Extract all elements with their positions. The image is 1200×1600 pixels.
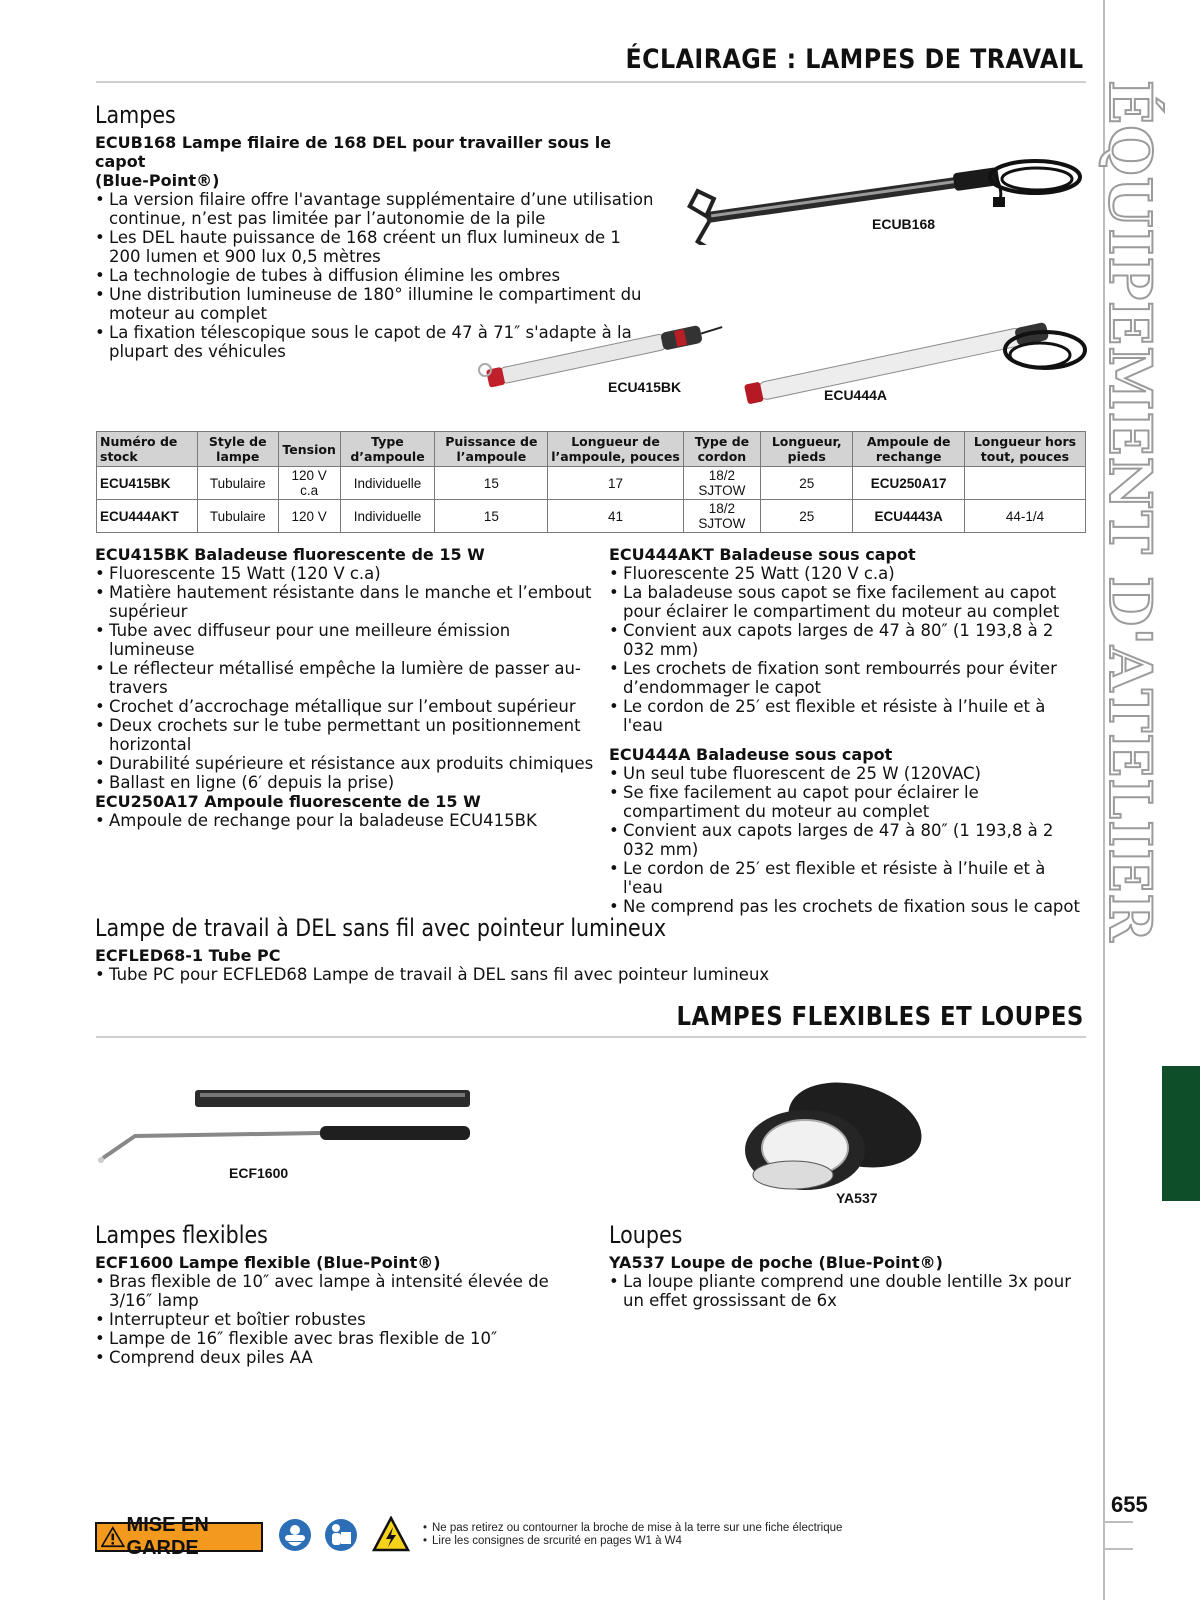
power-cord	[701, 327, 723, 334]
page-header-title: ÉCLAIRAGE : LAMPES DE TRAVAIL	[625, 44, 1084, 75]
safety-note: • Lire les consignes de srcurité en pages W1 à W4	[423, 1535, 842, 1548]
power-cord	[1010, 343, 1070, 367]
side-section-title: ÉQUIPEMENT D'ATELIER	[1096, 80, 1164, 943]
right-column	[609, 545, 1089, 916]
plug-icon	[993, 197, 1005, 207]
bullet-list	[609, 564, 1089, 735]
lamp-tube	[757, 327, 1025, 401]
bullet-item: • Les crochets de fixation sont rembourrés pour éviter d’endommager le capot	[609, 659, 1089, 697]
section-tab[interactable]	[1162, 1066, 1200, 1201]
table-column-header: Type d’ampoule	[340, 432, 435, 467]
section-heading: Loupes	[609, 1221, 683, 1249]
safety-notes	[423, 1522, 842, 1548]
flex-lamps-section	[95, 1221, 595, 1367]
table-cell: ECU250A17	[853, 467, 965, 500]
bullet-item: • Tube avec diffuseur pour une meilleure émission lumineuse	[95, 621, 595, 659]
table-cell: ECU4443A	[853, 500, 965, 533]
table-cell: Individuelle	[340, 500, 435, 533]
bullet-item: • Convient aux capots larges de 47 à 80″ (1 193,8 à 2 032 mm)	[609, 821, 1089, 859]
product-title: ECU444AKT Baladeuse sous capot	[609, 545, 916, 564]
section-heading: Lampes flexibles	[95, 1221, 268, 1249]
flex-arm	[103, 1133, 320, 1158]
product-title: ECU250A17 Ampoule fluorescente de 15 W	[95, 792, 481, 811]
table-cell: Individuelle	[340, 467, 435, 500]
table-column-header: Style de lampe	[197, 432, 278, 467]
bullet-list	[95, 564, 595, 792]
table-row	[97, 500, 1086, 533]
lamp-tube	[498, 333, 668, 384]
ya537-image	[715, 1080, 935, 1195]
bullet-item: • Se fixe facilement au capot pour éclairer le compartiment du moteur au complet	[609, 783, 1089, 821]
eye-protection-icon	[278, 1518, 312, 1552]
table-column-header: Longueur de l’ampoule, pouces	[548, 432, 684, 467]
loupe-lens-lower	[753, 1161, 833, 1189]
table-column-header: Longueur, pieds	[761, 432, 853, 467]
ecf1600-image	[95, 1082, 495, 1182]
table-cell: 18/2 SJTOW	[683, 467, 760, 500]
bullet-item: • Une distribution lumineuse de 180° illumine le compartiment du moteur au complet	[95, 285, 655, 323]
bullet-item: • La baladeuse sous capot se fixe facilement au capot pour éclairer le compartiment du moteur au complet	[609, 583, 1089, 621]
loupes-section	[609, 1221, 1089, 1310]
bullet-item: • Ne comprend pas les crochets de fixation sous le capot	[609, 897, 1089, 916]
bullet-item: • Ballast en ligne (6′ depuis la prise)	[95, 773, 595, 792]
read-manual-icon	[324, 1518, 358, 1552]
product-title: ECU415BK Baladeuse fluorescente de 15 W	[95, 545, 485, 564]
image-label-ecf1600: ECF1600	[229, 1165, 289, 1181]
header-rule	[96, 1036, 1086, 1038]
table-cell: 18/2 SJTOW	[683, 500, 760, 533]
bullet-list	[609, 764, 1089, 916]
table-cell: 17	[548, 467, 684, 500]
bullet-item: • Fluorescente 15 Watt (120 V c.a)	[95, 564, 595, 583]
product-title-sub: (Blue-Point®)	[95, 171, 220, 190]
page-number: 655	[1111, 1492, 1148, 1517]
table-cell	[964, 467, 1085, 500]
bullet-item: • Le cordon de 25′ est flexible et résiste à l’huile et à l'eau	[609, 697, 1089, 735]
table-cell: 120 V c.a	[278, 467, 340, 500]
electric-hazard-icon	[372, 1516, 410, 1552]
table-cell: 120 V	[278, 500, 340, 533]
product-title: YA537 Loupe de poche (Blue-Point®)	[609, 1253, 943, 1272]
battery-tube	[195, 1090, 470, 1107]
bullet-item: • Bras flexible de 10″ avec lampe à intensité élevée de 3/16″ lamp	[95, 1272, 595, 1310]
power-cord	[1002, 168, 1072, 190]
bullet-item: • Fluorescente 25 Watt (120 V c.a)	[609, 564, 1089, 583]
table-cell: Tubulaire	[197, 500, 278, 533]
section-heading: Lampe de travail à DEL sans fil avec pointeur lumineux	[95, 914, 667, 942]
ecu415bk-image	[475, 318, 735, 388]
product-title: ECF1600 Lampe flexible (Blue-Point®)	[95, 1253, 441, 1272]
bullet-item: • Crochet d’accrochage métallique sur l’embout supérieur	[95, 697, 595, 716]
table-column-header: Puissance de l’ampoule	[435, 432, 548, 467]
bullet-item: • Ampoule de rechange pour la baladeuse ECU415BK	[95, 811, 595, 830]
table-column-header: Numéro de stock	[97, 432, 198, 467]
warning-triangle-icon	[101, 1525, 125, 1549]
ecu444a-image	[740, 300, 1100, 410]
product-title: ECFLED68-1 Tube PC	[95, 946, 281, 965]
table-column-header: Ampoule de rechange	[853, 432, 965, 467]
table-cell: 44-1/4	[964, 500, 1085, 533]
table-body	[97, 467, 1086, 533]
table-cell: 25	[761, 467, 853, 500]
side-tick	[1103, 1521, 1133, 1523]
header-rule	[96, 81, 1086, 83]
product-title: ECUB168 Lampe filaire de 168 DEL pour travailler sous le capot	[95, 133, 612, 171]
product-title: ECU444A Baladeuse sous capot	[609, 745, 893, 764]
table-column-header: Longueur hors tout, pouces	[964, 432, 1085, 467]
table-cell: 15	[435, 467, 548, 500]
table-cell: ECU444AKT	[97, 500, 198, 533]
image-label-ecu415bk: ECU415BK	[608, 379, 682, 395]
bullet-item: • La fixation télescopique sous le capot de 47 à 71″ s'adapte à la plupart des véhicules	[95, 323, 655, 361]
table-cell: 15	[435, 500, 548, 533]
bullet-item: • Lampe de 16″ flexible avec bras flexible de 10″	[95, 1329, 595, 1348]
spec-table	[96, 431, 1086, 533]
bullet-item: • Convient aux capots larges de 47 à 80″ (1 193,8 à 2 032 mm)	[609, 621, 1089, 659]
table-column-header: Type de cordon	[683, 432, 760, 467]
section-header-title: LAMPES FLEXIBLES ET LOUPES	[676, 1002, 1084, 1032]
hood-hook	[695, 222, 713, 245]
bullet-list	[95, 811, 595, 830]
bullet-item: • La version filaire offre l'avantage supplémentaire d’une utilisation continue, n’est pas limitée par l’autonomie de la pile	[95, 190, 655, 228]
bullet-item: • Durabilité supérieure et résistance aux produits chimiques	[95, 754, 595, 773]
bullet-item: • Interrupteur et boîtier robustes	[95, 1310, 595, 1329]
warning-label: MISE EN GARDE	[126, 1514, 209, 1559]
bullet-item: • La loupe pliante comprend une double lentille 3x pour un effet grossissant de 6x	[609, 1272, 1089, 1310]
bullet-item: • Le réflecteur métallisé empêche la lumière de passer au-travers	[95, 659, 595, 697]
table-row	[97, 467, 1086, 500]
bullet-item: • Comprend deux piles AA	[95, 1348, 595, 1367]
bullet-item: • Les DEL haute puissance de 168 créent un flux lumineux de 1 200 lumen et 900 lux 0,5 mètres	[95, 228, 655, 266]
bullet-list	[95, 1272, 595, 1367]
bullet-list	[95, 965, 895, 984]
bullet-item: • Un seul tube fluorescent de 25 W (120VAC)	[609, 764, 1089, 783]
table-cell: ECU415BK	[97, 467, 198, 500]
warning-banner	[95, 1514, 263, 1559]
table-cell: 25	[761, 500, 853, 533]
section-heading: Lampes	[95, 101, 176, 129]
bullet-list	[609, 1272, 1089, 1310]
safety-note: • Ne pas retirez ou contourner la broche de mise à la terre sur une fiche électrique	[423, 1522, 842, 1535]
image-label-ecub168: ECUB168	[872, 216, 936, 232]
battery-tube-highlight	[200, 1093, 465, 1097]
bullet-item: • Le cordon de 25′ est flexible et résiste à l’huile et à l'eau	[609, 859, 1089, 897]
side-tick	[1103, 1548, 1133, 1550]
bullet-item: • Tube PC pour ECFLED68 Lampe de travail à DEL sans fil avec pointeur lumineux	[95, 965, 895, 984]
image-label-ecu444a: ECU444A	[824, 387, 888, 403]
bullet-item: • La technologie de tubes à diffusion élimine les ombres	[95, 266, 655, 285]
table-header-row	[97, 432, 1086, 467]
lamp-tip	[98, 1157, 104, 1163]
table-column-header: Tension	[278, 432, 340, 467]
cordless-section	[95, 914, 895, 984]
left-column	[95, 545, 595, 830]
lamp-tube-highlight	[711, 175, 989, 217]
flex-lamp-body	[320, 1126, 470, 1140]
bullet-item: • Matière hautement résistante dans le manche et l’embout supérieur	[95, 583, 595, 621]
table-cell: Tubulaire	[197, 467, 278, 500]
image-label-ya537: YA537	[836, 1190, 878, 1206]
bullet-item: • Deux crochets sur le tube permettant un positionnement horizontal	[95, 716, 595, 754]
table-cell: 41	[548, 500, 684, 533]
